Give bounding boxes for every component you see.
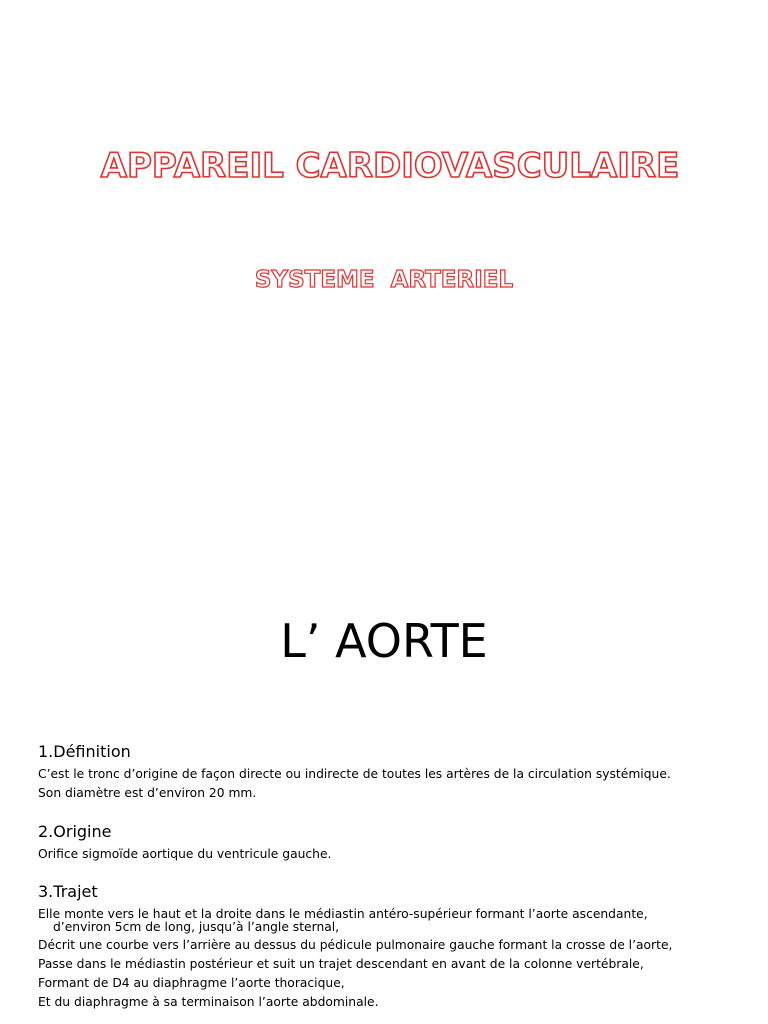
document-title: APPAREIL CARDIOVASCULAIRE: [100, 146, 680, 186]
trajet-line: Décrit une courbe vers l’arrière au dessus du pédicule pulmonaire gauche formant la crosse de l’aorte,: [38, 938, 673, 952]
section-title: 2.Origine: [38, 822, 112, 841]
definition-line: Son diamètre est d’environ 20 mm.: [38, 786, 257, 800]
section-title: 1.Définition: [38, 742, 131, 761]
section-definition: [38, 742, 738, 803]
trajet-line-continued: d’environ 5cm de long, jusqu’à l’angle sternal,: [53, 920, 340, 934]
section-trajet: [38, 882, 738, 1012]
trajet-line: Et du diaphragme à sa terminaison l’aorte abdominale.: [38, 995, 379, 1009]
document-subtitle: SYSTEME ARTERIEL: [254, 267, 514, 293]
trajet-line: Passe dans le médiastin postérieur et suit un trajet descendant en avant de la colonne vertébrale,: [38, 957, 644, 971]
trajet-line: Elle monte vers le haut et la droite dans le médiastin antéro-supérieur formant l’aorte ascendante,: [38, 907, 648, 921]
origine-line: Orifice sigmoïde aortique du ventricule gauche.: [38, 847, 332, 861]
section-title: 3.Trajet: [38, 882, 98, 901]
definition-line: C’est le tronc d’origine de façon directe ou indirecte de toutes les artères de la circulation systémique.: [38, 767, 671, 781]
trajet-line: Formant de D4 au diaphragme l’aorte thoracique,: [38, 976, 345, 990]
section-heading-aorte: L’ AORTE: [280, 614, 488, 668]
section-origine: [38, 822, 738, 864]
